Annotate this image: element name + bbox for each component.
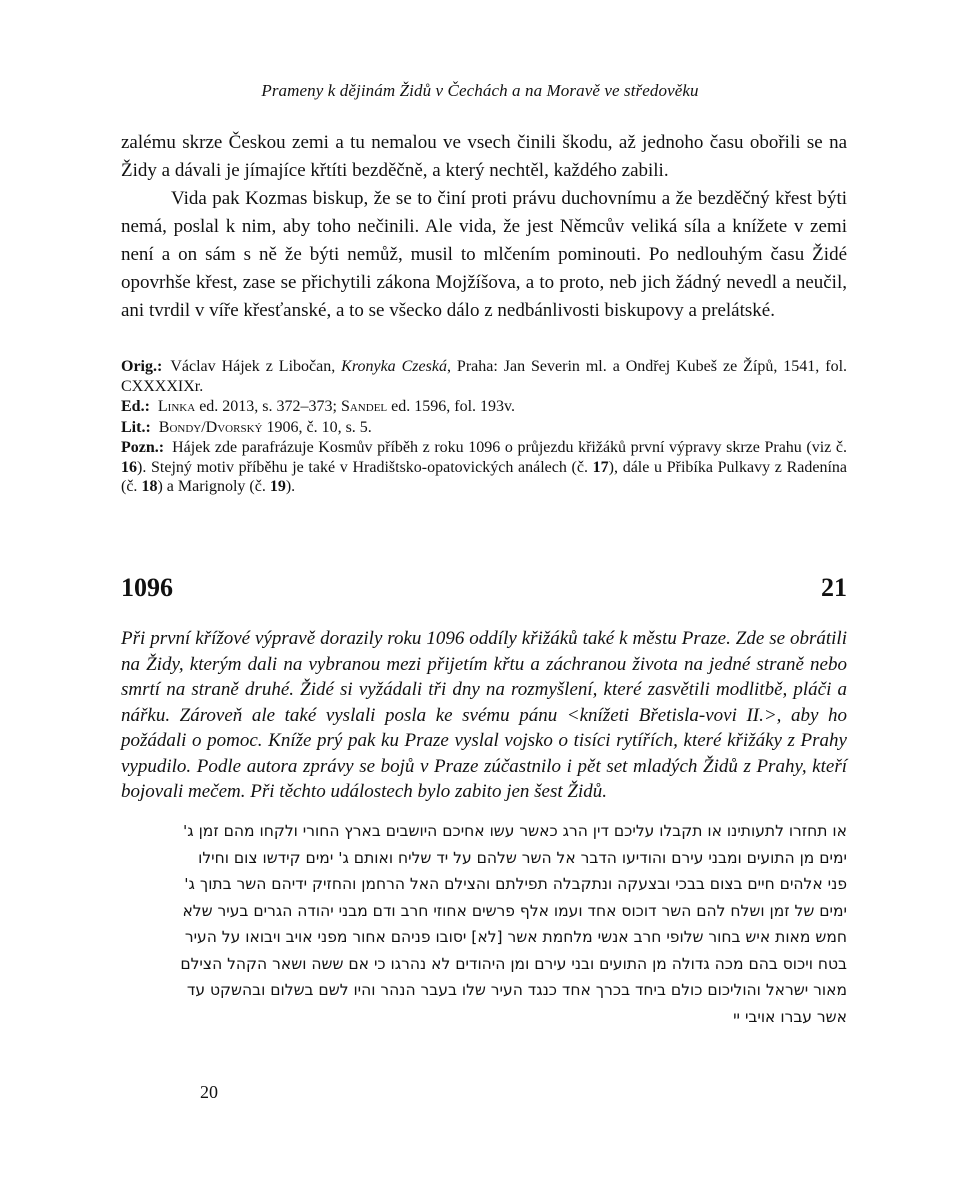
hebrew-line: או תחזרו לתעותינו או תקבלו עליכם דין הרג כאשר עשו אחיכם היושבים בארץ החורי ולקחו מהם זמן ג' — [183, 822, 847, 840]
body-paragraph-2: Vida pak Kozmas biskup, že se to činí proti právu duchovnímu a že bezděčný křest býti nemá, poslal k nim, aby toho nečinili. Ale vida, že jest Němcův veliká síla a knížete v zemi není a on sám s ně že býti nemůž, musil to mlčením pominouti. Po nedlouhým času Židé opovrhše křest, zase se přichytili zákona Mojžíšova, a to proto, neb jich žádný nevedl a neučil, ani tvrdil v víře křesťanské, a to se všecko dálo z nedbánlivosti biskupovy a prelátské. — [121, 188, 847, 321]
entry-number: 21 — [821, 573, 847, 602]
note-label-orig: Orig.: — [121, 358, 163, 375]
note-text: Hájek zde parafrázuje Kosmův příběh z roku 1096 o průjezdu křižáků první výpravy skrze Prahu (viz č. — [172, 439, 847, 456]
cross-reference: 18 — [141, 478, 158, 495]
hebrew-line: חמש מאות איש בחור שלופי חרב אנשי מלחמת אשר [לא] יסובו פניהם אחור מפני אויב ויבואו על העיר — [184, 928, 847, 946]
note-pozn — [121, 438, 847, 497]
note-text: ), dále u Přibíka Pulkavy z Radenína (č. — [121, 458, 847, 495]
source-title: Kronyka Czeská — [341, 358, 447, 375]
hebrew-line: פני אלהים חיים בצום בבכי ובצעקה ונתקבלה תפילתם והצילם האל הרחמן והחזיק ידיהם השר בתוך ג' — [184, 875, 847, 893]
hebrew-source-text — [121, 818, 847, 1030]
page-number: 20 — [200, 1082, 218, 1102]
apparatus-notes — [121, 357, 847, 498]
note-text: ed. 2013, s. 372–373; — [195, 398, 341, 415]
entry-heading — [121, 573, 847, 603]
note-ed — [121, 397, 847, 417]
author-name: Linka — [157, 398, 196, 415]
hebrew-line: בטח ויכוס בהם מכה גדולה מן התועים ובני עירם ומן היהודים לא נהרגו כי אם ששה ושאר הקהל הצילם — [180, 954, 847, 973]
cross-reference: 19 — [269, 478, 286, 495]
entry-year: 1096 — [121, 573, 173, 602]
hebrew-line: אשר עברו אויבי יי — [733, 1007, 847, 1026]
note-label-ed: Ed.: — [121, 398, 150, 415]
hebrew-line: ימים מן התועים ומבני עירם והודיעו הדבר אל השר שלהם על יד שליח ואותם ג' ימים קידשו צום וחילו — [198, 848, 847, 867]
note-text: 1906, č. 10, s. 5. — [262, 418, 372, 436]
note-label-pozn: Pozn.: — [121, 439, 165, 456]
running-head: Prameny k dějinám Židů v Čechách a na Moravě ve středověku — [261, 81, 699, 100]
author-name: Sandel — [340, 398, 388, 415]
note-text: , Praha: Jan Severin ml. a Ondřej Kubeš ze Žípů, 1541, fol. CXXXXIXr. — [121, 358, 848, 395]
note-text: ). Stejný motiv příběhu je také v Hradištsko-opatovických análech (č. — [137, 458, 593, 476]
body-paragraph-1: zalému skrze Českou zemi a tu nemalou ve vsech činili škodu, až jednoho času obořili se na Židy a dávali je jímajíce křtíti bezděčně, a který nechtěl, každého zabili. — [121, 132, 847, 181]
note-lit — [121, 418, 847, 438]
entry-summary: Při první křížové výpravě dorazily roku 1096 oddíly křižáků také k městu Praze. Zde se obrátili na Židy, kterým dali na vybranou mezi přijetím křtu a záchranou života na jedné straně nebo smrtí na straně druhé. Židé si vyžádali tři dny na rozmyšlení, které zasvětili modlitbě, pláči a nářku. Zároveň ale také vyslali posla ke svému pánu <knížeti Břetisla-vovi II.>, aby ho požádali o pomoc. Kníže prý pak ku Praze vyslal vojsko o tisíci rytířích, které křižáky z Prahy vypudilo. Podle autora zprávy se bojů v Praze zúčastnilo i pět set mladých Židů z Prahy, kteří bojovali mečem. Při těchto událostech bylo zabito jen šest Židů. — [121, 628, 847, 802]
note-text: ed. 1596, fol. 193v. — [387, 398, 515, 415]
author-name: Bondy/Dvorský — [158, 418, 263, 436]
note-label-lit: Lit.: — [121, 418, 151, 436]
note-text: ). — [285, 478, 296, 495]
hebrew-line: מאור ישראל והוליכום כולם ביחד בכרך אחד כנגד העיר שלו בעבר הנהר והיו לשם בשלום ובהשקט עד — [186, 981, 847, 999]
note-text: ) a Marignoly (č. — [157, 478, 270, 495]
note-orig — [121, 357, 847, 396]
cross-reference: 16 — [121, 458, 137, 476]
body-text — [121, 129, 847, 325]
hebrew-line: ימים של זמן ושלח להם השר דוכוס אחד ועמו אלף פרשים אחוזי חרב ודם מבני יהודה הגרים בעיר שלא — [182, 901, 847, 920]
note-text: Václav Hájek z Libočan, — [170, 358, 342, 375]
cross-reference: 17 — [592, 458, 609, 476]
